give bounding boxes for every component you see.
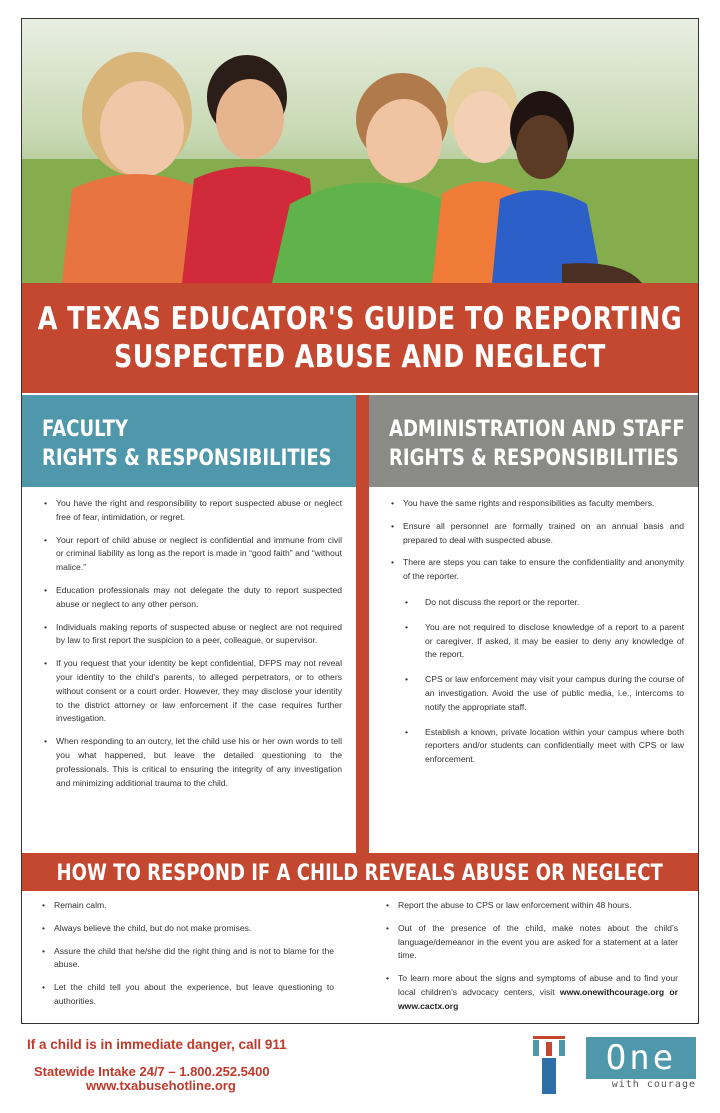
list-item xyxy=(378,972,678,1013)
owc-box xyxy=(586,1037,696,1079)
list-item: • There are steps you can take to ensure the confidentiality and anonymity of the reporter. xyxy=(383,556,684,584)
respond-left-list xyxy=(34,899,334,1009)
list-item: • Always believe the child, but do not make promises. xyxy=(34,922,334,936)
list-item: • Assure the child that he/she did the right thing and is not to blame for the abuse. xyxy=(34,945,334,973)
poster xyxy=(21,18,699,1024)
respond-left xyxy=(34,899,334,1018)
resource-links[interactable]: www.onewithcourage.org or www.cactx.org xyxy=(398,986,679,1011)
respond-right xyxy=(378,899,678,1023)
admin-body xyxy=(369,487,698,853)
danger-line: If a child is in immediate danger, call 911 xyxy=(27,1037,287,1052)
list-item: • Establish a known, private location within your campus where both reporters and/or students can confidentially meet with CPS or law enforcement. xyxy=(383,726,684,767)
respond-right-list xyxy=(378,899,678,1014)
faculty-heading-2: RIGHTS & RESPONSIBILITIES xyxy=(42,446,332,471)
title-line-1: A TEXAS EDUCATOR'S GUIDE TO REPORTING xyxy=(37,301,683,337)
list-item: • Education professionals may not delegate the duty to report suspected abuse or neglect to any other person. xyxy=(36,584,342,612)
list-item: • You have the right and responsibility to report suspected abuse or neglect free of fear, intimidation, or regret. xyxy=(36,497,342,525)
children-photo xyxy=(22,19,698,283)
title-line-2: SUSPECTED ABUSE AND NEGLECT xyxy=(114,339,606,375)
faculty-list xyxy=(36,497,342,790)
admin-header xyxy=(369,395,698,487)
list-item: • Remain calm. xyxy=(34,899,334,913)
admin-heading-1: ADMINISTRATION AND STAFF xyxy=(389,417,685,442)
respond-heading-band xyxy=(22,855,698,891)
list-item: • Out of the presence of the child, make notes about the child’s language/demeanor in the event you are asked for a statement at a later time. xyxy=(378,922,678,963)
owc-word: One xyxy=(605,1038,677,1078)
admin-heading-2: RIGHTS & RESPONSIBILITIES xyxy=(389,446,679,471)
intake-line: Statewide Intake 24/7 – 1.800.252.5400 xyxy=(34,1064,270,1079)
respond-heading: HOW TO RESPOND IF A CHILD REVEALS ABUSE OR NEGLECT xyxy=(56,860,664,886)
list-item: • Ensure all personnel are formally trained on an annual basis and prepared to deal with suspected abuse. xyxy=(383,520,684,548)
admin-sublist xyxy=(383,596,684,767)
list-item: • CPS or law enforcement may visit your campus during the course of an investigation. Avoid the use of public media, i.e., intercoms to notify the appropriate staff. xyxy=(383,673,684,714)
list-item: • Your report of child abuse or neglect is confidential and immune from civil or criminal liability as long as the report is made in “good faith” and “without malice.” xyxy=(36,534,342,575)
learn-more-text: To learn more about the signs and symptoms of abuse and to find your local children’s advocacy centers, visit xyxy=(398,973,678,997)
list-item: • Let the child tell you about the experience, but leave questioning to authorities. xyxy=(34,981,334,1009)
list-item: • Individuals making reports of suspected abuse or neglect are not required by law to first report the suspicion to a peer, colleague, or supervisor. xyxy=(36,621,342,649)
admin-list xyxy=(383,497,684,584)
faculty-body xyxy=(22,487,356,853)
hotline-website[interactable]: www.txabusehotline.org xyxy=(86,1078,236,1093)
list-item: • When responding to an outcry, let the child use his or her own words to tell you what happened, but leave the detailed questioning to the professionals. This is critical to ensuring the integrity of any investigation and minimizing additional trauma to the child. xyxy=(36,735,342,790)
cac-logo xyxy=(527,1034,571,1096)
one-with-courage-logo xyxy=(586,1037,696,1093)
title-band xyxy=(22,283,698,393)
list-item: • If you request that your identity be kept confidential, DFPS may not reveal your identity to the child’s parents, to alleged perpetrators, or to others without consent or a court order. However, they may disclose your identity to the district attorney or law enforcement if the case requires further investigation. xyxy=(36,657,342,726)
list-item: • You are not required to disclose knowledge of a report to a parent or caregiver. If asked, it may be easier to deny any knowledge of the report. xyxy=(383,621,684,662)
owc-tag: with courage xyxy=(611,1079,696,1090)
list-item: • Do not discuss the report or the reporter. xyxy=(383,596,684,610)
faculty-heading-1: FACULTY xyxy=(42,417,128,442)
list-item: • Report the abuse to CPS or law enforcement within 48 hours. xyxy=(378,899,678,913)
list-item: • You have the same rights and responsibilities as faculty members. xyxy=(383,497,684,511)
faculty-header xyxy=(22,395,356,487)
